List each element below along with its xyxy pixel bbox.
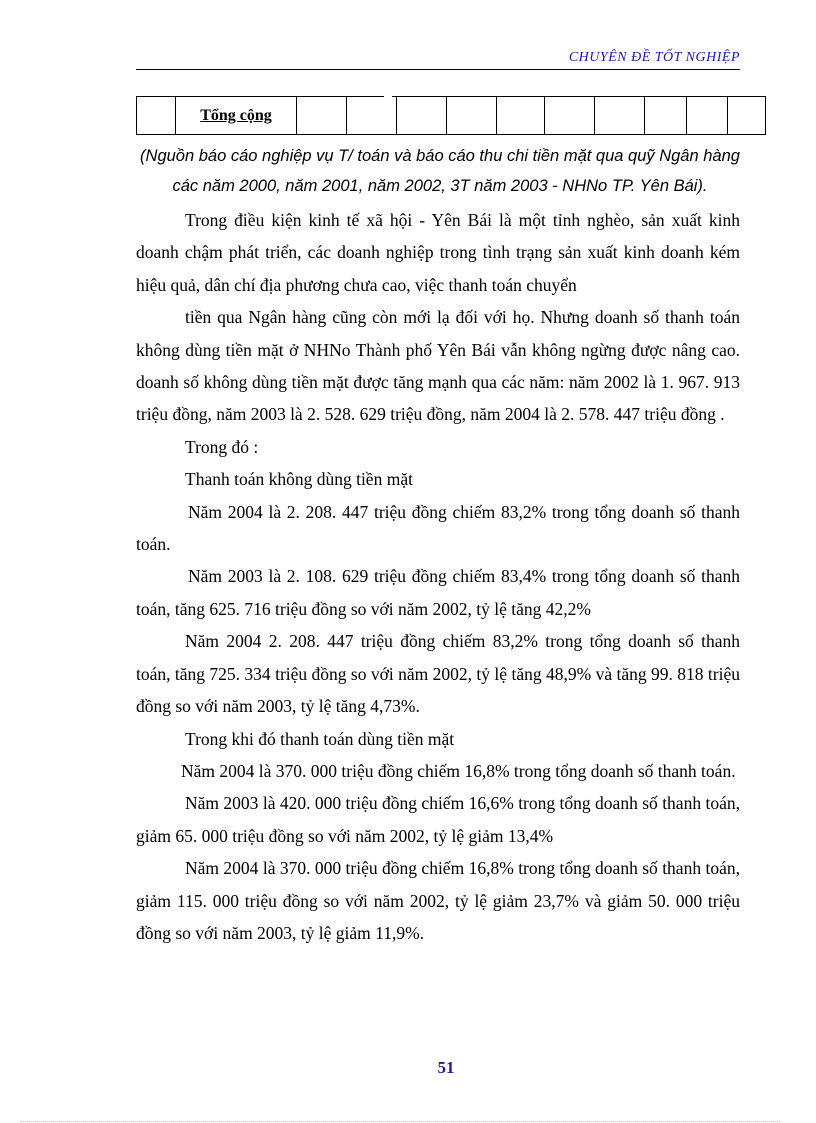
- table-cell: [595, 97, 645, 135]
- paragraph: Trong điều kiện kinh tế xã hội - Yên Bái là một tỉnh nghèo, sản xuất kinh doanh chậm phát triển, các doanh nghiệp trong tình trạng sản xuất kinh doanh kém hiệu quả, dân chí địa phương chưa cao, việc thanh toán chuyển: [136, 210, 740, 295]
- source-note-line: các năm 2000, năm 2001, năm 2002, 3T năm 2003 - NHNo TP. Yên Bái).: [172, 177, 708, 195]
- table-cell: [397, 97, 447, 135]
- header-divider: [136, 69, 740, 70]
- paragraph: Trong đó :: [185, 436, 259, 457]
- source-note: [130, 141, 750, 201]
- table-cell: [297, 97, 347, 135]
- paragraph: Năm 2004 là 2. 208. 447 triệu đồng chiếm 83,2% trong tổng doanh số thanh toán.: [136, 501, 740, 555]
- paragraph: Năm 2003 là 2. 108. 629 triệu đồng chiếm 83,4% trong tổng doanh số thanh toán, tăng 625. 716 triệu đồng so với năm 2002, tỷ lệ tăng 42,2%: [136, 566, 740, 619]
- table-cell: [447, 97, 497, 135]
- paragraph: Năm 2004 2. 208. 447 triệu đồng chiếm 83,2% trong tổng doanh số thanh toán, tăng 725. 334 triệu đồng so với năm 2002, tỷ lệ tăng 48,9% và tăng 99. 818 triệu đồng so với năm 2003, tỷ lệ tăng 4,73%.: [136, 631, 740, 717]
- table-cell: [137, 97, 176, 135]
- table-cell: [497, 97, 545, 135]
- table-cell: [347, 97, 397, 135]
- footer-divider: [20, 1121, 780, 1122]
- table-row: [137, 97, 766, 135]
- running-header-title: CHUYÊN ĐỀ TỐT NGHIỆP: [568, 50, 740, 65]
- body-text: [136, 204, 740, 949]
- table-cell: [645, 97, 687, 135]
- paragraph: Trong khi đó thanh toán dùng tiền mặt: [185, 728, 455, 749]
- paragraph: Năm 2004 là 370. 000 triệu đồng chiếm 16,8% trong tổng doanh số thanh toán, giảm 115. 000 triệu đồng so với năm 2002, tỷ lệ giảm 23,7% và giảm 50. 000 triệu đồng so với năm 2003, tỷ lệ giảm 11,9%.: [136, 858, 740, 943]
- table-cell: [687, 97, 728, 135]
- summary-table-total-row: [136, 96, 766, 135]
- page-number: 51: [437, 1058, 455, 1077]
- table-border-gap: [384, 92, 392, 98]
- paragraph: tiền qua Ngân hàng cũng còn mới lạ đối với họ. Nhưng doanh số thanh toán không dùng tiền mặt ở NHNo Thành phố Yên Bái vẫn không ngừng được nâng cao. doanh số không dùng tiền mặt được tăng mạnh qua các năm: năm 2002 là 1. 967. 913 triệu đồng, năm 2003 là 2. 528. 629 triệu đồng, năm 2004 là 2. 578. 447 triệu đồng .: [136, 307, 740, 425]
- paragraph: Năm 2004 là 370. 000 triệu đồng chiếm 16,8% trong tổng doanh số thanh toán.: [181, 760, 736, 781]
- total-label-cell: Tổng cộng: [176, 97, 297, 135]
- table-cell: [728, 97, 766, 135]
- paragraph: Năm 2003 là 420. 000 triệu đồng chiếm 16,6% trong tổng doanh số thanh toán, giảm 65. 000 triệu đồng so với năm 2002, tỷ lệ giảm 13,4%: [136, 793, 740, 846]
- table-cell: [545, 97, 595, 135]
- source-note-line: (Nguồn báo cáo nghiệp vụ T/ toán và báo cáo thu chi tiền mặt qua quỹ Ngân hàng: [140, 147, 740, 165]
- paragraph: Thanh toán không dùng tiền mặt: [185, 469, 413, 490]
